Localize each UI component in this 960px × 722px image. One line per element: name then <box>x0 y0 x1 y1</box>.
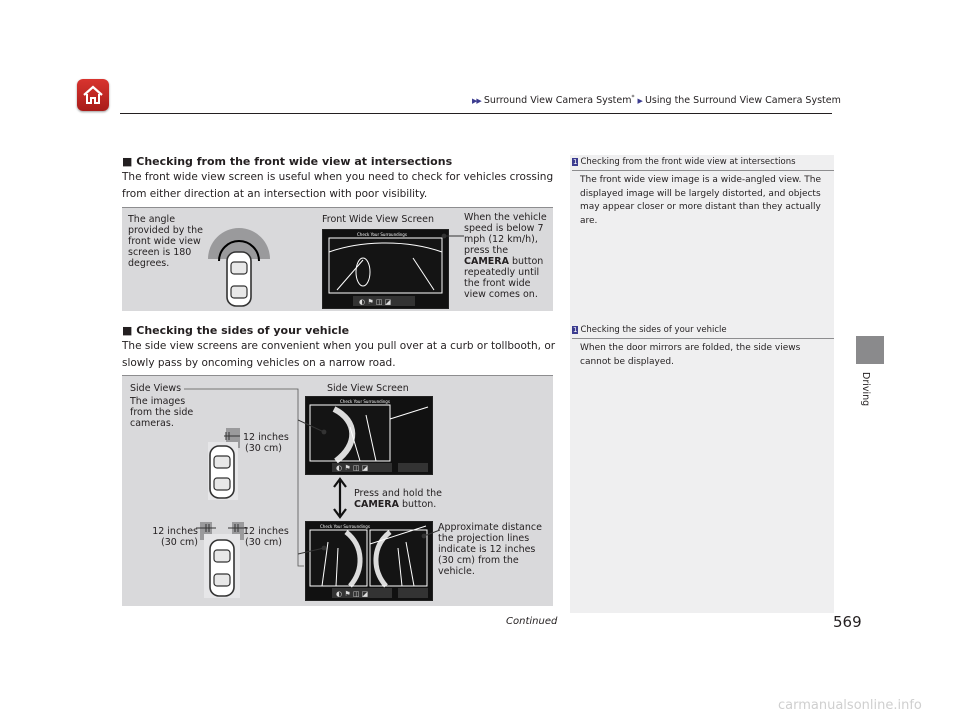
approx-distance-label: Approximate distance the projection lines indicate is 12 inches (30 cm) from the vehicle. <box>438 522 542 577</box>
speed-instruction-label: When the vehicle speed is below 7 mph (12 km/h), press the CAMERA button repeatedly until the front wide view comes on. <box>464 212 547 300</box>
side-view-camera-screen-dual <box>305 521 433 601</box>
distance-label-right: 12 inches (30 cm) <box>243 526 289 548</box>
breadcrumb-asterisk: * <box>631 94 635 101</box>
chapter-tab-marker[interactable] <box>856 336 884 364</box>
side-view-screen-label: Side View Screen <box>327 383 409 394</box>
svg-text:◐ ⚑ ◫ ◪: ◐ ⚑ ◫ ◪ <box>336 590 369 598</box>
breadcrumb <box>472 94 841 106</box>
callout-dot-icon <box>298 544 328 558</box>
front-wide-camera-screen <box>322 229 449 309</box>
angle-label: The angle provided by the front wide view screen is 180 degrees. <box>128 214 203 269</box>
note-body-front-wide: The front wide view image is a wide-angled view. The displayed image will be largely distorted, and objects may appear closer or more distant than they actually are. <box>580 175 822 226</box>
home-button[interactable] <box>77 79 109 111</box>
screen-banner: Check Your Surroundings <box>320 524 370 529</box>
front-wide-screen-label: Front Wide View Screen <box>322 214 434 225</box>
section-title-front-wide: ■ Checking from the front wide view at intersections <box>122 155 453 168</box>
screen-banner: Check Your Surroundings <box>340 399 390 404</box>
chapter-tab-label[interactable]: Driving <box>860 372 871 407</box>
front-wide-camera-image <box>323 230 448 308</box>
car-front-wide-diagram <box>204 226 274 310</box>
page-number: 569 <box>833 613 862 631</box>
screen-banner: Check Your Surroundings <box>357 232 407 237</box>
side-views-description: The images from the side cameras. <box>130 396 194 429</box>
distance-label-left: 12 inches (30 cm) <box>152 526 198 548</box>
camera-button-name: CAMERA <box>354 499 399 510</box>
camera-button-name: CAMERA <box>464 256 509 267</box>
watermark-text: carmanualsonline.info <box>778 698 922 713</box>
distance-label-top: 12 inches (30 cm) <box>243 432 289 454</box>
section-bullet-icon: ■ <box>122 324 133 337</box>
side-view-figure <box>122 375 553 606</box>
side-views-title: Side Views <box>130 383 182 394</box>
note-divider <box>572 338 834 339</box>
breadcrumb-arrow-icon: ▶▶ <box>472 97 481 106</box>
note-index-badge: 1 <box>573 158 578 166</box>
header-divider <box>120 113 832 114</box>
note-heading-front-wide: 1 Checking from the front wide view at intersections <box>573 157 796 167</box>
breadcrumb-arrow-icon: ▶ <box>637 97 642 106</box>
note-heading-sides: 1 Checking the sides of your vehicle <box>573 325 727 335</box>
section-title-sides: ■ Checking the sides of your vehicle <box>122 324 350 337</box>
front-wide-view-figure <box>122 207 553 311</box>
breadcrumb-link-surround-view[interactable]: Surround View Camera System <box>483 95 632 107</box>
continued-label: Continued <box>506 616 558 627</box>
home-icon <box>81 83 105 107</box>
section-bullet-icon: ■ <box>122 155 133 168</box>
svg-text:◐ ⚑ ◫ ◪: ◐ ⚑ ◫ ◪ <box>359 298 392 306</box>
section-body-sides: The side view screens are convenient when you pull over at a curb or tollbooth, or slowly pass by oncoming vehicles on a narrow road. <box>122 340 556 369</box>
press-hold-label: Press and hold the CAMERA button. <box>354 488 443 510</box>
callout-dot-icon <box>440 230 464 242</box>
callout-dot-icon <box>420 528 440 542</box>
note-divider <box>572 170 834 171</box>
switch-view-double-arrow-icon <box>332 477 348 519</box>
breadcrumb-current: Using the Surround View Camera System <box>644 95 841 107</box>
note-body-sides: When the door mirrors are folded, the side views cannot be displayed. <box>580 343 801 367</box>
note-index-badge: 1 <box>573 326 578 334</box>
section-body-front-wide: The front wide view screen is useful when you need to check for vehicles crossing from either direction at an intersection with poor visibility. <box>122 171 554 200</box>
side-view-camera-image-dual <box>306 522 432 600</box>
callout-dot-icon <box>298 418 328 438</box>
svg-text:◐ ⚑ ◫ ◪: ◐ ⚑ ◫ ◪ <box>336 464 369 472</box>
